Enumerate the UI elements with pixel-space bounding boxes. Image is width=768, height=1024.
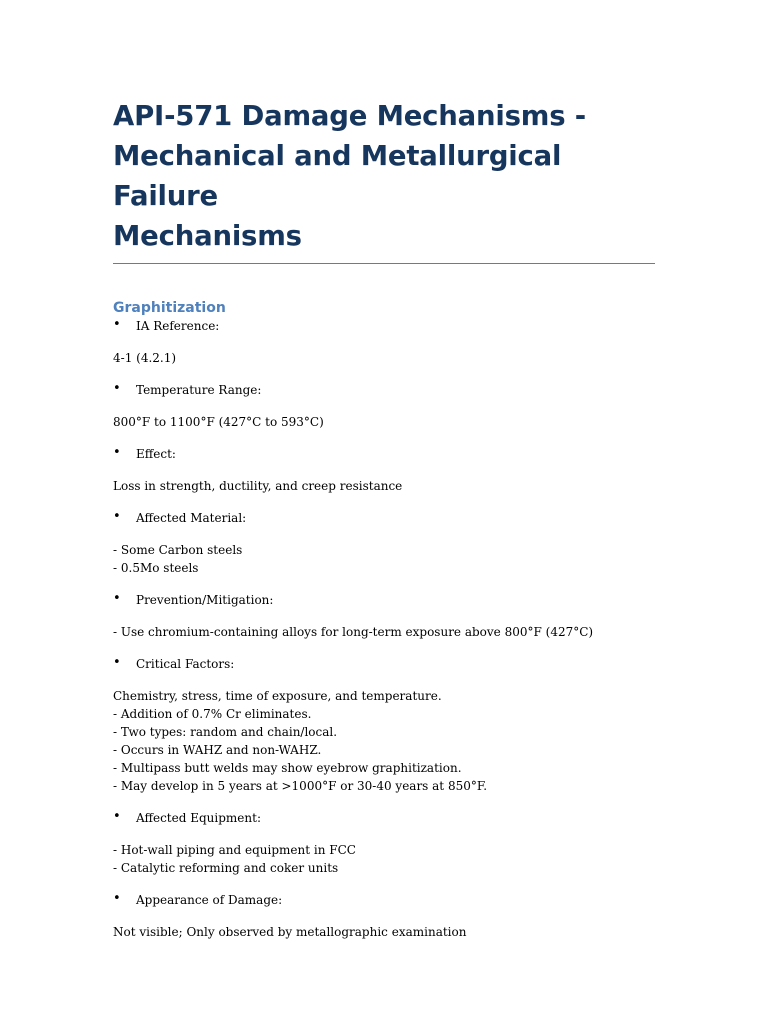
entry-value-line: - Multipass butt welds may show eyebrow graphitization. bbox=[113, 761, 462, 775]
entry-value-block bbox=[113, 841, 655, 877]
entry-list bbox=[113, 317, 655, 941]
bullet-item bbox=[113, 591, 655, 609]
bullet-item bbox=[113, 509, 655, 527]
title-line: Mechanical and Metallurgical Failure bbox=[113, 140, 562, 212]
entry-value-line: - Catalytic reforming and coker units bbox=[113, 861, 339, 875]
entry-value-line: - Some Carbon steels bbox=[113, 543, 243, 557]
document-page bbox=[113, 96, 655, 955]
bullet-label: Prevention/Mitigation: bbox=[136, 593, 274, 607]
entry-value-line: Not visible; Only observed by metallographic examination bbox=[113, 925, 467, 939]
bullet-item bbox=[113, 891, 655, 909]
entry-value-line: 4-1 (4.2.1) bbox=[113, 351, 177, 365]
entry-value-block bbox=[113, 541, 655, 577]
bullet-label: Affected Material: bbox=[136, 511, 247, 525]
entry-value-line: - May develop in 5 years at >1000°F or 30-40 years at 850°F. bbox=[113, 779, 488, 793]
bullet-icon: • bbox=[113, 655, 121, 670]
bullet-icon: • bbox=[113, 809, 121, 824]
entry-value-line: Loss in strength, ductility, and creep resistance bbox=[113, 479, 403, 493]
entry-value-block bbox=[113, 477, 655, 495]
entry-value-block bbox=[113, 413, 655, 431]
entry-value-block bbox=[113, 687, 655, 795]
entry-value-line: - Addition of 0.7% Cr eliminates. bbox=[113, 707, 312, 721]
bullet-item bbox=[113, 381, 655, 399]
bullet-icon: • bbox=[113, 381, 121, 396]
bullet-icon: • bbox=[113, 891, 121, 906]
bullet-item bbox=[113, 445, 655, 463]
bullet-label: Affected Equipment: bbox=[136, 811, 261, 825]
bullet-label: IA Reference: bbox=[136, 319, 220, 333]
bullet-label: Appearance of Damage: bbox=[136, 893, 283, 907]
bullet-icon: • bbox=[113, 445, 121, 460]
entry-value-line: - Use chromium-containing alloys for long-term exposure above 800°F (427°C) bbox=[113, 625, 594, 639]
entry-value-block bbox=[113, 623, 655, 641]
bullet-label: Effect: bbox=[136, 447, 176, 461]
entry-value-block bbox=[113, 349, 655, 367]
entry-value-line: - Occurs in WAHZ and non-WAHZ. bbox=[113, 743, 322, 757]
bullet-item bbox=[113, 809, 655, 827]
bullet-icon: • bbox=[113, 317, 121, 332]
entry-value-line: Chemistry, stress, time of exposure, and temperature. bbox=[113, 689, 442, 703]
document-title bbox=[113, 96, 655, 263]
entry-value-line: - Two types: random and chain/local. bbox=[113, 725, 338, 739]
entry-value-line: 800°F to 1100°F (427°C to 593°C) bbox=[113, 415, 324, 429]
bullet-label: Temperature Range: bbox=[136, 383, 262, 397]
title-line: Mechanisms bbox=[113, 220, 302, 252]
section-heading: Graphitization bbox=[113, 300, 226, 316]
bullet-label: Critical Factors: bbox=[136, 657, 235, 671]
title-line: API-571 Damage Mechanisms - bbox=[113, 100, 587, 132]
bullet-icon: • bbox=[113, 591, 121, 606]
entry-value-block bbox=[113, 923, 655, 941]
entry-value-line: - 0.5Mo steels bbox=[113, 561, 199, 575]
title-underline bbox=[113, 263, 655, 264]
entry-value-line: - Hot-wall piping and equipment in FCC bbox=[113, 843, 356, 857]
bullet-item bbox=[113, 317, 655, 335]
bullet-item bbox=[113, 655, 655, 673]
bullet-icon: • bbox=[113, 509, 121, 524]
